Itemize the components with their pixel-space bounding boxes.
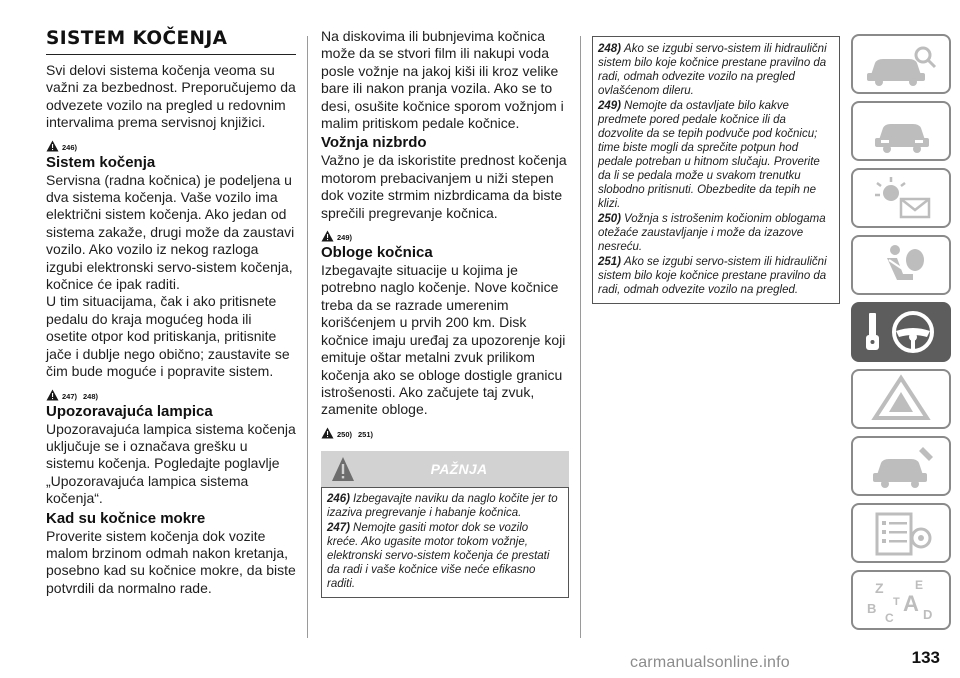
section-heading-brake-system: Sistem kočenja (46, 153, 156, 171)
car-dashboard-icon (857, 106, 945, 156)
warning-note-text: Nemojte gasiti motor dok se vozilo kreće. Ako ugasite motor tokom vožnje, elektronski servo-sistem kočenja će prestati da radi i vaše kočnice više neće efikasno raditi. (327, 521, 550, 590)
alphabet-index-icon (857, 575, 945, 625)
wet-brakes-paragraph: Proverite sistem kočenja dok vozite malom brzinom odmah nakon kretanja, posebno kad su kočnice mokre, da biste potvrdili da normalno rade. (46, 527, 296, 596)
warning-notes-box (321, 487, 569, 598)
warning-ref-number: 251) (358, 429, 374, 439)
column-divider (307, 36, 308, 638)
warning-reference (46, 134, 296, 152)
maintenance-car-icon (857, 441, 945, 491)
brake-system-paragraph-2: U tim situacijama, čak i ako pritisnete pedalu do kraja mogućeg hoda ili osetite otpor kod pritiskanja, pritisnite jače i dublje nego obično; zaustavite se čim bude moguće i popravite sistem. (46, 293, 290, 380)
column-divider (580, 36, 581, 638)
technical-list-icon (857, 508, 945, 558)
index-letter: E (915, 578, 924, 592)
section-heading-brake-pads: Obloge kočnica (321, 244, 433, 262)
warning-ref-number: 250) (337, 429, 353, 439)
tab-maintenance[interactable] (851, 436, 951, 496)
warning-note-text: Ako se izgubi servo-sistem ili hidraulični sistem bilo koje kočnice prestane pravilno da radi, odmah odvezite vozilo na pregled. (598, 256, 827, 296)
warning-note-text: Nemojte da ostavljate bilo kakve predmete pored pedale kočnice ili da dozvolite da se tepih podvuče pod kočnicu; time biste mogli da sprečite potpun hod pedale potreban u hitnom slučaju. Proverite da li se pedala može u svakom trenutku slobodno pritisnuti. Obezbedite da tepih ne klizi. (598, 100, 820, 210)
warning-note (598, 212, 833, 254)
index-letter: T (893, 596, 900, 608)
warning-note-number: 248) (598, 43, 622, 55)
section-heading-downhill: Vožnja nizbrdo (321, 134, 427, 152)
tab-car-dashboard[interactable] (851, 101, 951, 161)
warning-reference (321, 421, 569, 439)
warning-note (598, 42, 833, 98)
warning-ref-number: 246) (62, 142, 78, 152)
brake-pads-paragraph: Izbegavajte situacije u kojima je potrebno naglo kočenje. Nove kočnice treba da se razrade umerenim korišćenjem u prvih 200 km. Disk kočnice imaju uređaj za upozorenje koji emituje oštar metalni zvuk prilikom kočenja ako se obloge dostigle granicu istrošenosti. Ako začujete taj zvuk, zamenite obloge. (321, 262, 566, 418)
warning-note-number: 251) (598, 256, 622, 268)
warning-notes-box-continued (592, 36, 840, 304)
warning-note (327, 492, 562, 520)
warning-triangle-icon (321, 230, 334, 242)
tab-index[interactable] (851, 570, 951, 630)
index-letter: Z (875, 580, 884, 596)
warning-note-number: 250) (598, 213, 622, 225)
car-search-icon (857, 39, 945, 89)
key-steering-wheel-icon (857, 307, 945, 357)
warning-lights-mail-icon (857, 173, 945, 223)
seat-airbag-icon (857, 240, 945, 290)
intro-paragraph: Svi delovi sistema kočenja veoma su važni za bezbednost. Preporučujemo da odvezete vozilo na pregled u redovnim intervalima prema servisnoj knjižici. (46, 62, 296, 131)
warning-note (598, 99, 833, 211)
warning-ref-number: 249) (337, 233, 353, 243)
tab-technical-data[interactable] (851, 503, 951, 563)
warning-triangle-icon (46, 140, 59, 152)
hazard-triangle-icon (857, 374, 945, 424)
warning-reference (46, 383, 296, 401)
warning-box-header (321, 451, 569, 487)
warning-lamp-paragraph: Upozoravajuća lampica sistema kočenja uključuje se i označava grešku u sistemu kočenja. Pogledajte poglavlje „Upozoravajuća lampica sistema kočenja“. (46, 420, 296, 507)
warning-note (327, 521, 562, 591)
section-heading-wet-brakes: Kad su kočnice mokre (46, 509, 206, 527)
warning-box-title: PAŽNJA (430, 460, 488, 477)
brake-system-paragraph-1: Servisna (radna kočnica) je podeljena u dva sistema kočenja. Vaše vozilo ima električni sistem kočenja. Ako jedan od sistema zakaže, drugi može da zaustavi vozilo. Ako vozilo iz nekog razloga izgubi elektronski servo-sistem kočenja, kočnice će ipak raditi. (46, 171, 295, 293)
warning-ref-number: 248) (83, 391, 99, 401)
tab-emergency[interactable] (851, 369, 951, 429)
warning-note-text: Ako se izgubi servo-sistem ili hidraulični sistem bilo koje kočnice prestane pravilno da radi, odmah odvezite vozilo na pregled ovlašćenom dileru. (598, 43, 827, 97)
wet-brakes-continued-paragraph: Na diskovima ili bubnjevima kočnica može da se stvori film ili nakupi voda posle vožnje na jakoj kiši ili kroz velike bare ili nakon pranja vozila. Ako se to desi, osušite kočnice sporom vožnjom i malim pritiskom pedale kočnice. (321, 28, 564, 132)
warning-triangle-icon (46, 389, 59, 401)
warning-triangle-icon (331, 455, 355, 483)
column-2 (321, 28, 569, 598)
section-heading-warning-lamp: Upozoravajuća lampica (46, 402, 213, 420)
tab-safety[interactable] (851, 235, 951, 295)
index-letter: C (885, 611, 894, 625)
page-number: 133 (911, 648, 940, 667)
warning-note (598, 255, 833, 297)
chapter-tabs (851, 34, 951, 637)
warning-triangle-icon (321, 427, 334, 439)
column-3 (592, 36, 840, 304)
warning-note-text: Izbegavajte naviku da naglo kočite jer to izaziva pregrevanje i habanje kočnica. (327, 492, 558, 519)
tab-start-drive[interactable] (851, 302, 951, 362)
tab-car-search[interactable] (851, 34, 951, 94)
warning-reference (321, 224, 569, 242)
warning-note-number: 249) (598, 100, 622, 112)
index-letter: B (867, 601, 877, 616)
warning-ref-number: 247) (62, 391, 78, 401)
warning-note-text: Vožnja s istrošenim kočionim oblogama otežaće zaustavljanje i može da izazove nesreću. (598, 213, 826, 253)
index-letter: D (923, 607, 933, 622)
downhill-paragraph: Važno je da iskoristite prednost kočenja motorom prebacivanjem u niži stepen dok vozite strmim nizbrdicama da biste sprečili pregrevanje kočnica. (321, 152, 567, 221)
warning-note-number: 247) (327, 521, 351, 534)
page-title: SISTEM KOČENJA (46, 28, 296, 55)
tab-warning-lights[interactable] (851, 168, 951, 228)
watermark: carmanualsonline.info (630, 654, 790, 671)
column-1 (46, 28, 296, 597)
warning-note-number: 246) (327, 492, 351, 505)
index-letter: A (903, 591, 919, 616)
